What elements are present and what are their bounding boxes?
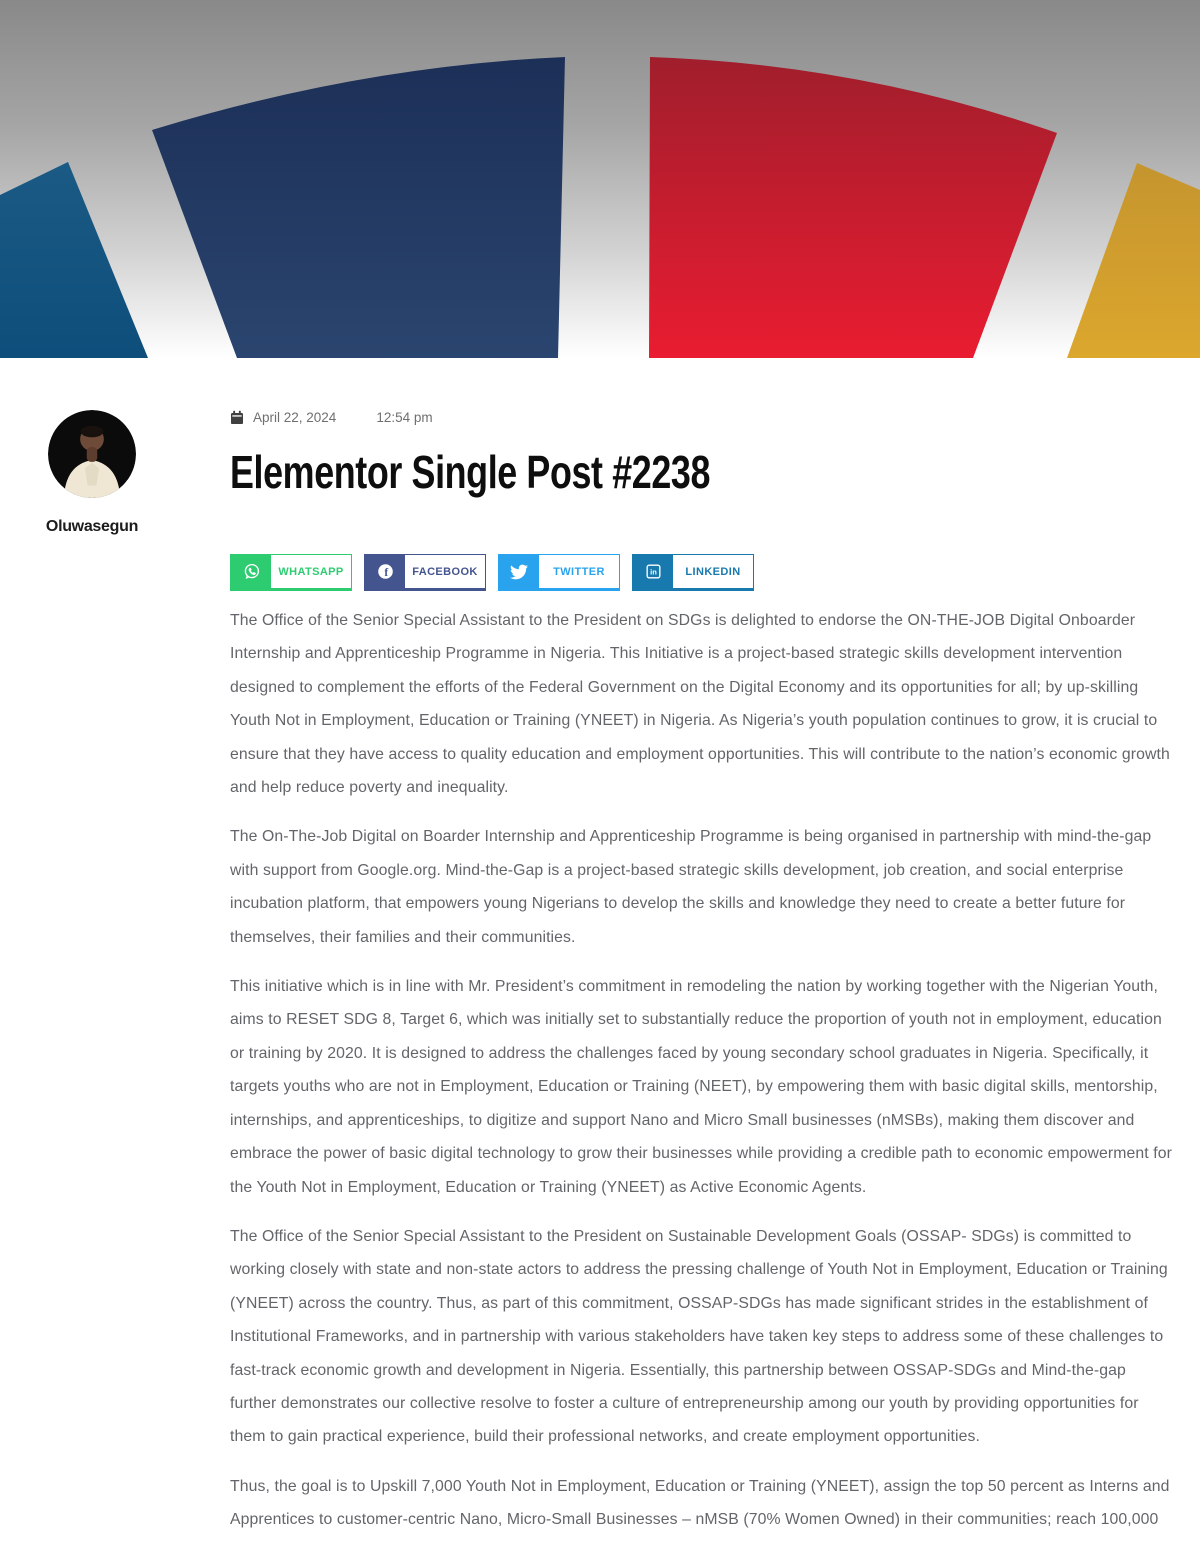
linkedin-icon: [633, 555, 673, 588]
whatsapp-icon: [231, 555, 271, 588]
svg-text:f: f: [383, 566, 388, 579]
avatar[interactable]: [48, 410, 136, 498]
page-title: Elementor Single Post #2238: [230, 446, 711, 498]
calendar-icon: [230, 410, 244, 425]
twitter-icon: [499, 555, 539, 588]
share-label: FACEBOOK: [412, 565, 478, 578]
facebook-icon: [365, 555, 405, 588]
post-paragraph: The Office of the Senior Special Assistant to the President on Sustainable Development Goals (OSSAP- SDGs) is committed to working closely with state and non-state actors to address the pressing challenge of Youth Not in Employment, Education or Training (YNEET) across the country. Thus, as part of this commitment, OSSAP-SDGs has made significant strides in the establishment of Institutional Frameworks, and in partnership with various stakeholders have taken key steps to address some of these challenges to fast-track economic growth and development in Nigeria. Essentially, this partnership between OSSAP-SDGs and Mind-the-gap further demonstrates our collective resolve to foster a culture of entrepreneurship among our youth by providing opportunities for them to gain practical experience, build their professional networks, and create employment opportunities.: [230, 1227, 1168, 1446]
share-linkedin-button[interactable]: [632, 554, 754, 591]
hero-wedges-graphic: [0, 0, 1200, 358]
hero-image: [0, 0, 1200, 358]
wedge-blue-icon: [0, 162, 148, 358]
post-meta: [230, 408, 1176, 426]
post-paragraph: This initiative which is in line with Mr. President’s commitment in remodeling the nation by working together with the Nigerian Youth, aims to RESET SDG 8, Target 6, which was initially set to substantially reduce the proportion of youth not in employment, education or training by 2020. It is designed to address the challenges faced by young secondary school graduates in Nigeria. Specifically, it targets youths who are not in Employment, Education or Training (NEET), by empowering them with basic digital skills, mentorship, internships, and apprenticeships, to digitize and support Nano and Micro Small businesses (nMSBs), making them discover and embrace the power of basic digital technology to grow their businesses while providing a credible path to economic empowerment for the Youth Not in Employment, Education or Training (YNEET) as Active Economic Agents.: [230, 978, 1172, 1196]
share-button-row: [230, 554, 1176, 591]
share-label: TWITTER: [553, 565, 605, 578]
post-time: 12:54 pm: [376, 409, 433, 425]
post-paragraph: The On-The-Job Digital on Boarder Internship and Apprenticeship Programme is being organised in partnership with mind-the-gap with support from Google.org. Mind-the-Gap is a project-based strategic skills development, job creation, and social enterprise incubation platform, that empowers young Nigerians to develop the skills and knowledge they need to create a better future for themselves, their families and their communities.: [230, 828, 1152, 946]
post-body: [230, 604, 1176, 1537]
share-label: LINKEDIN: [685, 565, 741, 578]
author-box: [40, 410, 144, 536]
post-paragraph: Thus, the goal is to Upskill 7,000 Youth Not in Employment, Education or Training (YNEET), assign the top 50 percent as Interns and Apprentices to customer-centric Nano, Micro-Small Businesses – nMSB (70% Women Owned) in their communities; reach 100,000: [230, 1477, 1170, 1529]
post-paragraph: The Office of the Senior Special Assistant to the President on SDGs is delighted to endorse the ON-THE-JOB Digital Onboarder Internship and Apprenticeship Programme in Nigeria. This Initiative is a project-based strategic skills development intervention designed to complement the efforts of the Federal Government on the Digital Economy and its opportunities for all; by up-skilling Youth Not in Employment, Education or Training (YNEET) in Nigeria. As Nigeria’s youth population continues to grow, it is crucial to ensure that they have access to quality education and employment opportunities. This will contribute to the nation’s economic growth and help reduce poverty and inequality.: [230, 612, 1170, 797]
wedge-yellow-icon: [1067, 163, 1200, 358]
share-twitter-button[interactable]: [498, 554, 620, 591]
share-whatsapp-button[interactable]: [230, 554, 352, 591]
svg-text:in: in: [649, 567, 657, 577]
author-name[interactable]: Oluwasegun: [45, 518, 139, 535]
wedge-navy-icon: [152, 57, 565, 358]
main-column: [230, 408, 1176, 1553]
post-date: April 22, 2024: [253, 409, 337, 425]
wedge-red-icon: [649, 57, 1057, 358]
share-facebook-button[interactable]: [364, 554, 486, 591]
share-label: WHATSAPP: [278, 565, 344, 578]
